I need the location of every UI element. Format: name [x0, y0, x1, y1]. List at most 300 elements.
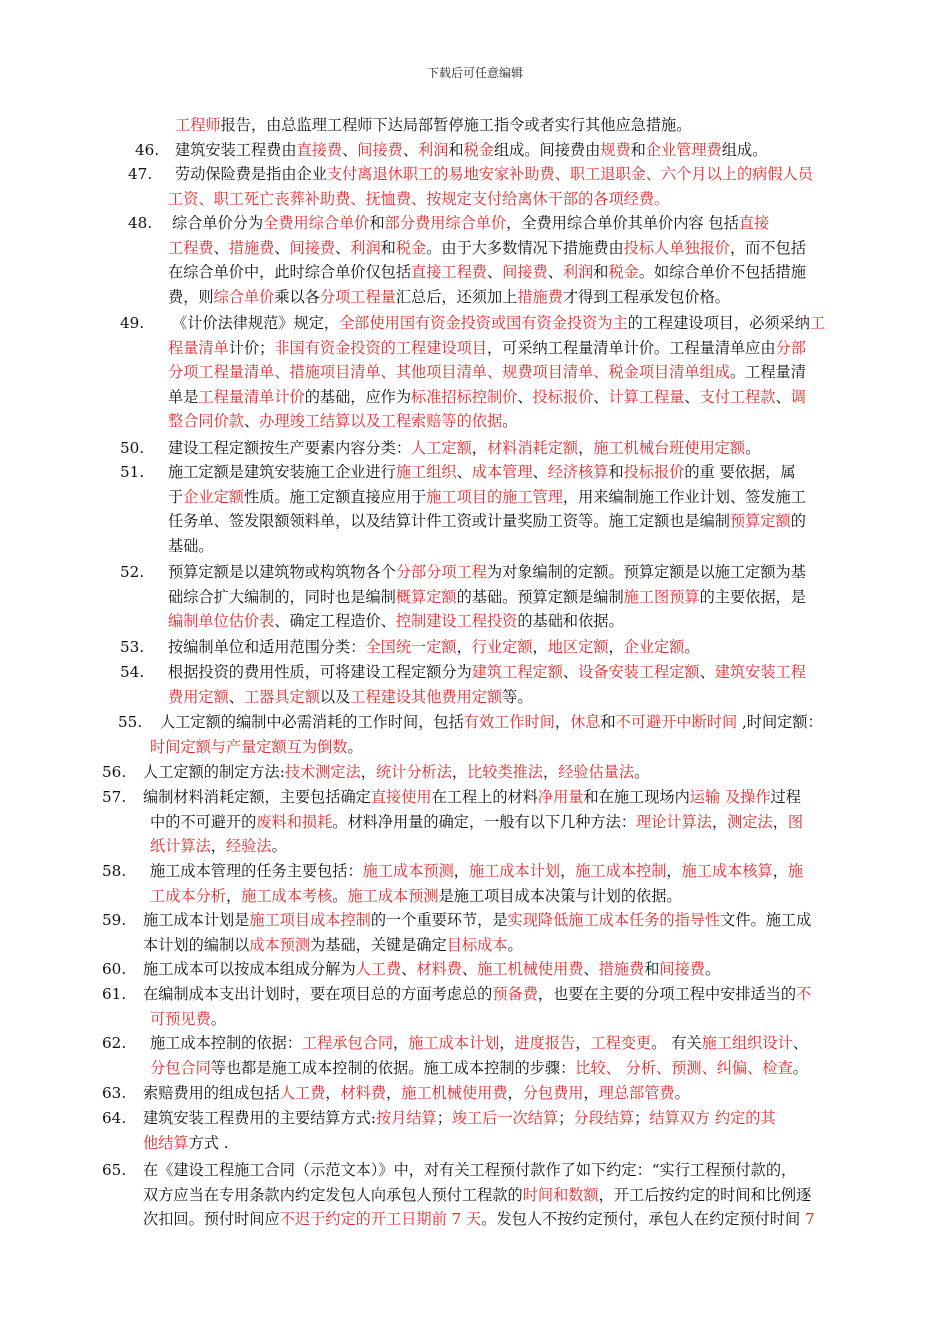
body-text: 任务单、签发限额领料单，以及结算计件工资或计量奖励工资等。施工定额也是编制: [168, 512, 730, 531]
highlighted-term: 全费用综合单价: [263, 214, 370, 232]
highlighted-term: 投标报价: [532, 387, 594, 406]
highlighted-term: 部分费用综合单价: [384, 214, 507, 232]
body-text: 本计划的编制以: [143, 935, 250, 954]
highlighted-term: 废料和损耗: [256, 812, 333, 831]
highlighted-term: 工程建设其他费用定额: [350, 687, 503, 706]
highlighted-term: 直接: [738, 214, 770, 232]
item-text-line: [168, 336, 806, 361]
body-text: ，: [507, 1084, 523, 1102]
highlighted-term: 工: [809, 314, 826, 332]
highlighted-term: 直接使用: [370, 788, 432, 806]
highlighted-term: 标准招标控制价: [411, 387, 518, 406]
highlighted-term: 施工项目成本控制: [249, 911, 371, 929]
item-text-line: [168, 236, 806, 261]
item-text-line: [168, 385, 806, 410]
body-text: ；: [634, 1109, 650, 1127]
body-text: 报告，由总监理工程师下达局部暂停施工指令或者实行其他应急措施。: [220, 116, 692, 134]
body-text: 、: [775, 387, 791, 406]
highlighted-term: 不可避开中断时间: [615, 713, 738, 731]
highlighted-term: 施工成本控制: [575, 862, 667, 880]
item-number: 61.: [102, 985, 127, 1003]
highlighted-term: 措施费: [228, 238, 275, 257]
body-text: 人工定额的制定方法:: [143, 763, 285, 781]
body-text: ，: [499, 1034, 515, 1052]
body-text: 、: [274, 238, 290, 257]
body-text: ，: [393, 1034, 409, 1052]
body-text: 。发包人不按约定预付，承包人在约定预付时间: [481, 1210, 806, 1229]
highlighted-term: 编制单位估价表: [168, 612, 275, 631]
highlighted-term: 地区定额: [547, 638, 609, 656]
highlighted-term: 按月结算: [375, 1109, 437, 1127]
body-text: ，: [583, 1084, 599, 1102]
item-text-line: [175, 113, 691, 138]
body-text: 预算定额是以建筑物或构筑物各个: [168, 563, 396, 581]
body-text: 和: [448, 141, 464, 159]
highlighted-term: 非国有资金投资的工程建设项目: [274, 338, 487, 357]
body-text: ；: [436, 1109, 452, 1127]
body-text: ，用来编制施工作业计划、签发施工: [562, 487, 806, 506]
item-number: 64.: [102, 1109, 127, 1127]
highlighted-term: 不迟于约定的开工日期前 7 天: [279, 1210, 482, 1229]
highlighted-term: 运输 及操作: [689, 788, 771, 806]
body-text: ，: [453, 862, 469, 880]
highlighted-term: 施工图预算: [623, 587, 700, 606]
item-text-line: [143, 760, 649, 785]
highlighted-term: 间接费: [357, 141, 403, 159]
body-text: 和: [600, 713, 616, 731]
highlighted-term: 施工项目的施工管理: [426, 487, 563, 506]
item-text-line: [143, 1183, 811, 1208]
highlighted-term: 施工成本计划: [408, 1034, 500, 1052]
body-text: 、: [228, 687, 244, 706]
body-text: 础综合扩大编制的，同时也是编制: [168, 587, 396, 606]
body-text: 施工成本管理的任务主要包括：: [150, 862, 363, 880]
highlighted-term: 目标成本: [446, 935, 508, 954]
highlighted-term: 建筑安装工程: [714, 663, 806, 681]
item-text-line: [168, 509, 806, 534]
highlighted-term: 分包合同: [150, 1058, 211, 1077]
highlighted-term: 支付工程款: [699, 387, 776, 406]
body-text: 和: [380, 238, 396, 257]
item-number: 46.: [135, 141, 160, 159]
body-text: 在编制成本支出计划时，要在项目总的方面考虑总的: [143, 985, 493, 1003]
body-text: 根据投资的费用性质，可将建设工程定额分为: [168, 663, 472, 681]
body-text: 、: [517, 387, 533, 406]
highlighted-term: 全国统一定额: [365, 638, 457, 656]
item-number: 55.: [118, 713, 143, 731]
body-text: ，: [560, 862, 576, 880]
body-text: 中的不可避开的: [150, 812, 257, 831]
body-text: 。 有关: [651, 1034, 702, 1052]
item-number: 57.: [102, 788, 127, 806]
body-text: 和在施工现场内: [583, 788, 690, 806]
highlighted-term: 预备费: [492, 985, 538, 1003]
item-number: 65.: [102, 1161, 127, 1179]
item-text-line: [150, 884, 682, 909]
item-text-line: [168, 635, 700, 660]
item-number: 49.: [120, 314, 145, 332]
body-text: ，而不包括: [729, 238, 806, 257]
body-text: ，: [711, 812, 728, 831]
body-text: 、: [335, 238, 351, 257]
body-text: 、: [593, 387, 609, 406]
item-number: 54.: [120, 663, 145, 681]
highlighted-term: 直接费: [296, 141, 343, 159]
item-text-line: [168, 360, 806, 385]
body-text: 、: [547, 263, 563, 282]
highlighted-term: 企业定额: [183, 487, 244, 506]
item-text-line: [150, 810, 803, 835]
item-text-line: [143, 982, 811, 1007]
page-header: 下载后可任意编辑: [426, 66, 523, 80]
body-text: ，: [772, 812, 788, 831]
highlighted-term: 人工费: [355, 960, 402, 978]
body-text: 文件。施工成: [720, 911, 812, 929]
body-text: 基础。: [168, 536, 214, 555]
item-text-line: [150, 1031, 808, 1056]
body-text: 。工程量清: [729, 363, 806, 382]
body-text: 人工定额的编制中必需消耗的工作时间，包括: [160, 713, 464, 731]
body-text: 的: [790, 512, 806, 531]
body-text: ，: [666, 862, 682, 880]
item-text-line: [150, 1056, 808, 1081]
item-number: 62.: [102, 1034, 127, 1052]
body-text: 、确定工程造价、: [274, 612, 396, 631]
body-text: 乘以各: [274, 287, 320, 306]
body-text: 施工成本计划是: [143, 911, 250, 929]
body-text: ，全费用综合单价其单价内容 包括: [506, 214, 739, 232]
highlighted-term: 利润: [418, 141, 449, 159]
body-text: ，: [360, 763, 376, 781]
highlighted-term: 施工成本预测: [347, 886, 439, 905]
body-text: ，: [608, 638, 624, 656]
body-text: ，开工后按约定的时间和比例逐: [598, 1185, 812, 1204]
highlighted-term: 施工组织设计: [701, 1034, 793, 1052]
highlighted-term: 税金: [395, 238, 427, 257]
highlighted-term: 投标人单独报价: [623, 238, 730, 257]
highlighted-term: 支付离退休职工的易地安家补助费、职工退职金、六个月以上的病假人员: [326, 165, 813, 183]
highlighted-term: 经验估量法: [558, 763, 635, 781]
highlighted-term: 分段结算: [573, 1109, 635, 1127]
highlighted-term: 综合单价: [213, 287, 275, 306]
body-text: 、: [213, 238, 229, 257]
body-text: 。: [332, 886, 348, 905]
body-text: 施工定额是建筑安装施工企业进行: [168, 463, 396, 481]
highlighted-term: 不: [796, 985, 812, 1003]
body-text: 是施工项目成本决策与计划的依据。: [438, 886, 682, 905]
highlighted-term: 实现降低施工成本任务的指导性: [507, 911, 721, 929]
body-text: 建设工程定额按生产要素内容分类：: [168, 439, 411, 457]
body-text: 、: [486, 263, 503, 282]
highlighted-term: 工程变更: [590, 1034, 652, 1052]
highlighted-term: 理总部管费: [598, 1084, 675, 1102]
body-text: ，: [554, 713, 571, 731]
body-text: ，: [210, 837, 226, 856]
body-text: 过程: [770, 788, 801, 806]
item-text-line: [143, 1131, 229, 1156]
highlighted-term: 测定法: [727, 812, 773, 831]
body-text: 综合单价分为: [172, 214, 264, 232]
body-text: 。: [684, 638, 700, 656]
highlighted-term: 工资、职工死亡丧葬补助费、抚恤费、按规定支付给离休干部的各项经费。: [168, 189, 670, 208]
body-text: 和: [593, 263, 609, 282]
body-text: 。: [704, 960, 721, 978]
body-text: ，: [578, 439, 594, 457]
highlighted-term: 分项工程量清单、措施项目清单、其他项目清单、规费项目清单、税金项目清单组成: [168, 363, 730, 382]
item-text-line: [160, 710, 823, 735]
highlighted-term: 计算工程量: [608, 387, 685, 406]
highlighted-term: 利润: [350, 238, 381, 257]
highlighted-term: 成本预测: [249, 935, 311, 954]
body-text: 建筑安装工程费由: [175, 141, 297, 159]
highlighted-term: 工程费: [168, 238, 214, 257]
highlighted-term: 比较、 分析、预测、纠偏、检查: [575, 1058, 793, 1077]
highlighted-term: 纸计算法: [150, 837, 211, 856]
body-text: 在综合单价中，此时综合单价仅包括: [168, 263, 411, 282]
body-text: 、: [401, 960, 417, 978]
body-text: ，: [532, 638, 548, 656]
item-number: 51.: [120, 463, 145, 481]
highlighted-term: 税金: [463, 141, 494, 159]
highlighted-term: 间接费: [289, 238, 336, 257]
highlighted-term: 统计分析法: [375, 763, 452, 781]
body-text: ，: [225, 886, 242, 905]
highlighted-term: 规费: [600, 141, 631, 159]
highlighted-term: 施工机械使用费: [477, 960, 584, 978]
highlighted-term: 人工费: [279, 1084, 326, 1102]
item-text-line: [172, 211, 769, 236]
highlighted-term: 间接费: [502, 263, 548, 282]
body-text: 、: [402, 141, 418, 159]
highlighted-term: 工程量清单计价: [198, 387, 305, 406]
item-text-line: [175, 138, 767, 163]
item-text-line: [150, 859, 803, 884]
body-text: 组成。间接费由: [493, 141, 601, 159]
highlighted-term: 成本管理: [471, 463, 533, 481]
highlighted-term: 办理竣工结算以及工程索赔等的依据: [259, 412, 503, 431]
item-number: 47.: [128, 165, 153, 183]
highlighted-term: 经验法: [225, 837, 272, 856]
body-text: 。: [674, 1084, 690, 1102]
highlighted-term: 预算定额: [729, 512, 791, 531]
item-text-line: [143, 1158, 796, 1183]
body-text: 于: [168, 487, 184, 506]
body-text: ，: [451, 763, 468, 781]
body-text: ，: [325, 1084, 341, 1102]
item-text-line: [168, 534, 214, 559]
item-number: 58.: [102, 862, 127, 880]
highlighted-term: 费用定额: [168, 687, 229, 706]
body-text: 施工成本可以按成本组成分解为: [143, 960, 356, 978]
body-text: 以及: [319, 687, 351, 706]
item-text-line: [143, 785, 801, 810]
body-text: 。: [634, 763, 650, 781]
highlighted-term: 竣工后一次结算: [451, 1109, 559, 1127]
item-text-line: [143, 908, 811, 933]
body-text: 和: [608, 463, 624, 481]
body-text: ，: [471, 439, 487, 457]
body-text: ，: [772, 862, 788, 880]
body-text: 。材料净用量的确定，一般有以下几种方法：: [332, 812, 636, 831]
highlighted-term: 企业定额: [623, 638, 685, 656]
body-text: 单是: [168, 387, 199, 406]
item-text-line: [150, 1007, 226, 1032]
highlighted-term: 进度报告: [514, 1034, 576, 1052]
body-text: 的工程建设项目，必须采纳: [627, 314, 810, 332]
item-text-line: [172, 311, 825, 336]
highlighted-term: 施工机械使用费: [401, 1084, 508, 1102]
item-number: 59.: [102, 911, 127, 929]
body-text: 。: [502, 412, 518, 431]
highlighted-term: 材料费: [340, 1084, 386, 1102]
highlighted-term: 时间定额与产量定额互为倒数: [150, 737, 348, 756]
highlighted-term: 分包费用: [522, 1084, 584, 1102]
body-text: 的一个重要环节，是: [370, 911, 508, 929]
highlighted-term: 时间和数额: [522, 1185, 599, 1204]
body-text: 、: [532, 463, 548, 481]
item-text-line: [168, 187, 669, 212]
highlighted-term: 施工成本预测: [362, 862, 454, 880]
highlighted-term: 企业管理费: [645, 141, 722, 159]
body-text: 计价；: [228, 338, 275, 357]
highlighted-term: 整合同价款: [168, 412, 244, 431]
item-number: 56.: [102, 763, 127, 781]
body-text: 的基础和依据。: [517, 612, 624, 631]
body-text: ；: [558, 1109, 574, 1127]
body-text: 费，则: [168, 287, 214, 306]
body-text: 和: [369, 214, 385, 232]
highlighted-term: 控制建设工程投资: [395, 612, 518, 631]
highlighted-term: 行业定额: [471, 638, 533, 656]
highlighted-term: 分部: [775, 338, 806, 357]
item-text-line: [143, 957, 720, 982]
body-text: 。由于大多数情况下措施费由: [426, 238, 624, 257]
body-text: 、: [456, 463, 472, 481]
body-text: 编制材料消耗定额，主要包括确定: [143, 788, 371, 806]
body-text: 的基础，应作为: [304, 387, 411, 406]
body-text: 、: [684, 387, 700, 406]
highlighted-term: 措施费: [517, 287, 563, 306]
highlighted-term: 材料费: [416, 960, 462, 978]
body-text: 、: [562, 663, 579, 681]
item-text-line: [168, 260, 806, 285]
body-text: 在工程上的材料: [431, 788, 538, 806]
body-text: 。: [347, 737, 363, 756]
highlighted-term: 施: [787, 862, 804, 880]
item-number: 53.: [120, 638, 145, 656]
highlighted-term: 分部分项工程: [395, 563, 487, 581]
item-text-line: [150, 834, 287, 859]
body-text: 在《建设工程施工合同（示范文本）》中，对有关工程预付款作了如下约定：“实行工程预付款的，: [143, 1161, 797, 1179]
body-text: 、: [792, 1034, 808, 1052]
item-text-line: [143, 1081, 690, 1106]
item-text-line: [168, 609, 624, 634]
highlighted-term: 直接工程费: [411, 263, 487, 282]
body-text: 的重 要依据，属: [684, 463, 796, 481]
body-text: 和: [630, 141, 646, 159]
body-text: 。: [745, 439, 761, 457]
highlighted-term: 人工定额: [411, 439, 472, 457]
highlighted-term: 有效工作时间: [463, 713, 555, 731]
body-text: 施工成本控制的依据：: [150, 1034, 302, 1052]
body-text: 的基础。预算定额是编制: [456, 587, 624, 606]
body-text: ，可采纳工程量清单计价。工程量清单应由: [486, 338, 776, 357]
highlighted-term: 休息: [570, 713, 601, 731]
body-text: 为基础，关键是确定: [310, 935, 447, 954]
body-text: 为对象编制的定额。预算定额是以施工定额为基: [486, 563, 806, 581]
body-text: 建筑安装工程费用的主要结算方式:: [143, 1109, 376, 1127]
body-text: 的主要依据，是: [699, 587, 806, 606]
body-text: 等也都是施工成本控制的依据。施工成本控制的步骤：: [210, 1058, 576, 1077]
body-text: 、: [583, 960, 599, 978]
body-text: 。如综合单价不包括措施: [638, 263, 806, 282]
highlighted-term: 投标报价: [623, 463, 685, 481]
highlighted-term: 全部使用国有资金投资或国有资金投资为主: [339, 314, 628, 332]
body-text: ，也要在主要的分项工程中安排适当的: [537, 985, 797, 1003]
item-text-line: [175, 162, 813, 187]
highlighted-term: 结算双方 约定的其: [649, 1109, 776, 1127]
highlighted-term: 可预见费: [150, 1009, 211, 1028]
body-text: 、: [699, 663, 715, 681]
highlighted-term: 施工成本计划: [468, 862, 561, 880]
item-text-line: [168, 685, 533, 710]
body-text: 。: [210, 1009, 226, 1028]
body-text: 《计价法律规范》规定，: [172, 314, 340, 332]
body-text: ，: [543, 763, 559, 781]
item-text-line: [168, 485, 806, 510]
body-text: 。: [792, 1058, 808, 1077]
item-number: 48.: [128, 214, 153, 232]
body-text: 次扣回。预付时间应: [143, 1210, 280, 1229]
highlighted-term: 利润: [562, 263, 594, 282]
highlighted-term: 措施费: [598, 960, 645, 978]
body-text: ，: [456, 638, 472, 656]
item-text-line: [168, 285, 730, 310]
body-text: 劳动保险费是指由企业: [175, 165, 327, 183]
item-text-line: [168, 460, 796, 485]
highlighted-term: 工成本分析: [150, 886, 226, 905]
body-text: 等。: [502, 687, 533, 706]
item-text-line: [168, 436, 760, 461]
highlighted-term: 概算定额: [395, 587, 457, 606]
highlighted-term: 施工组织: [395, 463, 457, 481]
highlighted-term: 经济核算: [547, 463, 609, 481]
highlighted-term: 施工成本考核: [241, 886, 333, 905]
item-text-line: [143, 1207, 815, 1232]
highlighted-term: 工程承包合同: [301, 1034, 393, 1052]
body-text: 性质。施工定额直接应用于: [243, 487, 427, 506]
body-text: 才得到工程承发包价格。: [562, 287, 730, 306]
body-text: 。: [507, 935, 523, 954]
item-number: 60.: [102, 960, 127, 978]
body-text: ，: [386, 1084, 402, 1102]
highlighted-term: 技术测定法: [284, 763, 361, 781]
body-text: 。: [271, 837, 287, 856]
body-text: 、: [461, 960, 478, 978]
highlighted-term: 工程师: [175, 116, 221, 134]
body-text: 按编制单位和适用范围分类：: [168, 638, 366, 656]
highlighted-term: 调: [790, 387, 806, 406]
item-text-line: [168, 585, 806, 610]
body-text: 、: [342, 141, 358, 159]
highlighted-term: 理论计算法: [636, 812, 712, 831]
highlighted-term: 他结算: [143, 1133, 189, 1152]
body-text: 双方应当在专用条款内约定发包人向承包人预付工程款的: [143, 1185, 523, 1204]
item-number: 52.: [120, 563, 145, 581]
item-number: 63.: [102, 1084, 127, 1102]
body-text: 索赔费用的组成包括: [143, 1084, 280, 1102]
body-text: ,时间定额：: [737, 713, 823, 731]
